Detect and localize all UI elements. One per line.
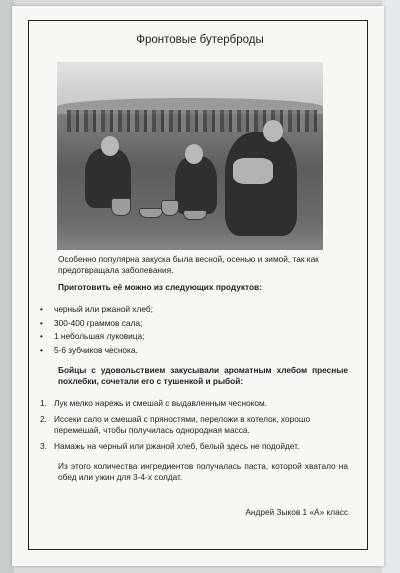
- list-item: • черный или ржаной хлеб;: [40, 303, 153, 317]
- steps-list: [40, 398, 340, 457]
- background-right: [382, 0, 400, 573]
- closing-paragraph: Из этого количества ингредиентов получалась паста, которой хватало на обед или ужин для 3-4-х солдат.: [58, 461, 348, 482]
- intro-paragraph: Особенно популярна закуска была весной, осенью и зимой, так как предотвращала заболевания.: [58, 254, 319, 275]
- ingredients-list: [40, 303, 153, 357]
- bullet-icon: •: [40, 331, 43, 341]
- author-signature: Андрей Зыков 1 «А» класс: [245, 507, 348, 517]
- list-item: • 5-6 зубчиков чеснока.: [40, 344, 153, 358]
- page-title: Фронтовые бутерброды: [136, 34, 264, 46]
- list-item: 2. Иссеки сало и смешай с пряностями, переложи в котелок, хорошо перемешай, чтобы получилась однородная масса.: [40, 414, 311, 435]
- bullet-icon: •: [40, 317, 43, 328]
- bullet-icon: •: [40, 344, 43, 355]
- ingredients-heading: Приготовить её можно из следующих продуктов:: [58, 282, 262, 292]
- serving-heading: Бойцы с удовольствием закусывали ароматным хлебом пресные похлебки, сочетали его с тушенкой и рыбой:: [58, 365, 348, 386]
- historical-photo: [57, 62, 323, 250]
- list-item: • 1 небольшая луковица;: [40, 330, 153, 344]
- list-item: 3. Намажь на черный или ржаной хлеб, белый здесь не подойдет.: [40, 441, 300, 451]
- list-item: 1. Лук мелко нарежь и смешай с выдавленным чесноком.: [40, 398, 267, 408]
- list-item: • 300-400 граммов сала;: [40, 317, 153, 331]
- bullet-icon: •: [40, 304, 43, 314]
